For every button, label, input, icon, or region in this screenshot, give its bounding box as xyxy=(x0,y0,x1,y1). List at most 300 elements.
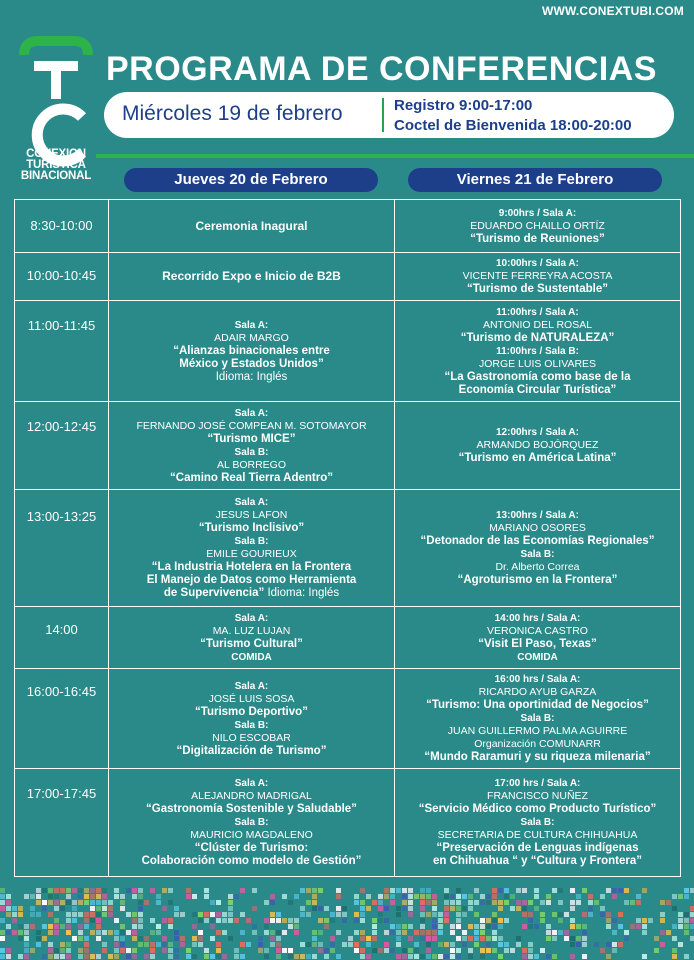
mosaic-pixel xyxy=(498,942,503,947)
mosaic-pixel xyxy=(420,930,425,935)
mosaic-pixel xyxy=(96,954,101,959)
mosaic-pixel xyxy=(480,954,485,959)
mosaic-pixel xyxy=(78,912,83,917)
mosaic-pixel xyxy=(102,888,107,893)
mosaic-pixel xyxy=(432,894,437,899)
mosaic-pixel xyxy=(402,948,407,953)
mosaic-pixel xyxy=(390,894,395,899)
mosaic-pixel xyxy=(78,924,83,929)
mosaic-pixel xyxy=(426,936,431,941)
mosaic-pixel xyxy=(570,900,575,905)
mosaic-pixel xyxy=(156,900,161,905)
mosaic-pixel xyxy=(432,924,437,929)
mosaic-pixel xyxy=(30,912,35,917)
mosaic-pixel xyxy=(456,936,461,941)
mosaic-pixel xyxy=(684,912,689,917)
mosaic-pixel xyxy=(618,888,623,893)
mosaic-pixel xyxy=(108,900,113,905)
mosaic-pixel xyxy=(270,900,275,905)
table-row xyxy=(15,402,681,490)
mosaic-pixel xyxy=(576,900,581,905)
mosaic-pixel xyxy=(228,900,233,905)
mosaic-pixel xyxy=(42,924,47,929)
mosaic-pixel xyxy=(192,894,197,899)
mosaic-pixel xyxy=(426,948,431,953)
mosaic-pixel xyxy=(258,936,263,941)
mosaic-pixel xyxy=(72,936,77,941)
mosaic-pixel xyxy=(324,954,329,959)
mosaic-pixel xyxy=(0,894,5,899)
mosaic-pixel xyxy=(30,894,35,899)
mosaic-pixel xyxy=(414,930,419,935)
mosaic-pixel xyxy=(102,948,107,953)
mosaic-pixel xyxy=(210,900,215,905)
mosaic-pixel xyxy=(84,948,89,953)
mosaic-pixel xyxy=(390,948,395,953)
mosaic-pixel xyxy=(216,930,221,935)
mosaic-pixel xyxy=(576,942,581,947)
mosaic-pixel xyxy=(288,900,293,905)
mosaic-pixel xyxy=(474,900,479,905)
mosaic-pixel xyxy=(246,942,251,947)
friday-cell: 11:00hrs / Sala A: ANTONIO DEL ROSAL “Turismo de NATURALEZA” 11:00hrs / Sala B: JORGE LUIS OLIVARES “La Gastronomía como base de la Economía Circular Turística” xyxy=(395,301,681,402)
mosaic-pixel xyxy=(408,888,413,893)
mosaic-pixel xyxy=(96,930,101,935)
mosaic-pixel xyxy=(408,894,413,899)
mosaic-pixel xyxy=(474,924,479,929)
mosaic-pixel xyxy=(492,888,497,893)
mosaic-pixel xyxy=(396,924,401,929)
mosaic-pixel xyxy=(516,942,521,947)
mosaic-pixel xyxy=(420,906,425,911)
mosaic-pixel xyxy=(576,936,581,941)
mosaic-pixel xyxy=(270,894,275,899)
mosaic-pixel xyxy=(456,912,461,917)
mosaic-pixel xyxy=(480,924,485,929)
mosaic-pixel xyxy=(360,918,365,923)
mosaic-pixel xyxy=(402,900,407,905)
mosaic-pixel xyxy=(90,888,95,893)
mosaic-pixel xyxy=(504,918,509,923)
mosaic-pixel xyxy=(6,906,11,911)
mosaic-pixel xyxy=(204,948,209,953)
mosaic-pixel xyxy=(636,894,641,899)
mosaic-pixel xyxy=(306,900,311,905)
mosaic-pixel xyxy=(84,954,89,959)
mosaic-pixel xyxy=(396,906,401,911)
mosaic-pixel xyxy=(126,912,131,917)
mosaic-pixel xyxy=(372,924,377,929)
mosaic-pixel xyxy=(114,936,119,941)
mosaic-pixel xyxy=(192,954,197,959)
mosaic-pixel xyxy=(126,930,131,935)
mosaic-pixel xyxy=(66,912,71,917)
mosaic-pixel xyxy=(480,936,485,941)
mosaic-pixel xyxy=(120,900,125,905)
mosaic-pixel xyxy=(30,924,35,929)
mosaic-pixel xyxy=(594,942,599,947)
mosaic-pixel xyxy=(366,894,371,899)
mosaic-pixel xyxy=(204,918,209,923)
mosaic-pixel xyxy=(84,924,89,929)
mosaic-pixel xyxy=(210,918,215,923)
mosaic-pixel xyxy=(360,948,365,953)
mosaic-pixel xyxy=(408,912,413,917)
mosaic-pixel xyxy=(606,888,611,893)
mosaic-pixel xyxy=(6,912,11,917)
mosaic-pixel xyxy=(108,954,113,959)
mosaic-pixel xyxy=(66,888,71,893)
mosaic-pixel xyxy=(648,918,653,923)
mosaic-pixel xyxy=(558,912,563,917)
wednesday-banner xyxy=(104,92,674,138)
mosaic-pixel xyxy=(408,948,413,953)
mosaic-pixel xyxy=(354,948,359,953)
mosaic-pixel xyxy=(132,912,137,917)
mosaic-pixel xyxy=(72,912,77,917)
mosaic-pixel xyxy=(552,912,557,917)
mosaic-pixel xyxy=(360,954,365,959)
mosaic-pixel xyxy=(522,888,527,893)
thursday-cell: Sala A: JESUS LAFON “Turismo Inclisivo” Sala B: EMILE GOURIEUX “La Industria Hotelera en la Frontera El Manejo de Datos como Herramienta de Supervivencia” Idioma: Inglés xyxy=(109,490,395,607)
mosaic-pixel xyxy=(336,912,341,917)
mosaic-pixel xyxy=(636,924,641,929)
mosaic-pixel xyxy=(24,954,29,959)
mosaic-pixel xyxy=(228,936,233,941)
mosaic-pixel xyxy=(678,942,683,947)
mosaic-pixel xyxy=(6,930,11,935)
mosaic-pixel xyxy=(678,924,683,929)
mosaic-pixel xyxy=(198,936,203,941)
mosaic-pixel xyxy=(198,930,203,935)
mosaic-pixel xyxy=(612,930,617,935)
mosaic-pixel xyxy=(204,954,209,959)
mosaic-pixel xyxy=(24,924,29,929)
mosaic-pixel xyxy=(168,924,173,929)
mosaic-pixel xyxy=(48,888,53,893)
mosaic-pixel xyxy=(678,912,683,917)
mosaic-pixel xyxy=(402,954,407,959)
mosaic-pixel xyxy=(690,888,694,893)
mosaic-pixel xyxy=(660,912,665,917)
mosaic-pixel xyxy=(366,942,371,947)
mosaic-pixel xyxy=(228,912,233,917)
mosaic-pixel xyxy=(60,888,65,893)
mosaic-pixel xyxy=(24,936,29,941)
mosaic-pixel xyxy=(18,912,23,917)
mosaic-pixel xyxy=(96,888,101,893)
mosaic-pixel xyxy=(492,900,497,905)
thursday-cell: Sala A: JOSÉ LUIS SOSA “Turismo Deportivo” Sala B: NILO ESCOBAR “Digitalización de Turismo” xyxy=(109,669,395,769)
mosaic-pixel xyxy=(330,936,335,941)
mosaic-pixel xyxy=(186,894,191,899)
mosaic-pixel xyxy=(264,954,269,959)
mosaic-pixel xyxy=(474,912,479,917)
mosaic-pixel xyxy=(252,924,257,929)
registration-hours: Registro 9:00-17:00 xyxy=(394,97,533,114)
mosaic-pixel xyxy=(432,906,437,911)
mosaic-pixel xyxy=(492,894,497,899)
mosaic-pixel xyxy=(78,888,83,893)
mosaic-pixel xyxy=(222,912,227,917)
mosaic-pixel xyxy=(84,900,89,905)
mosaic-pixel xyxy=(318,906,323,911)
mosaic-pixel xyxy=(294,954,299,959)
mosaic-pixel xyxy=(330,942,335,947)
mosaic-pixel xyxy=(588,906,593,911)
mosaic-pixel xyxy=(270,918,275,923)
mosaic-pixel xyxy=(36,894,41,899)
mosaic-pixel xyxy=(216,918,221,923)
mosaic-pixel xyxy=(384,930,389,935)
mosaic-pixel xyxy=(114,918,119,923)
mosaic-pixel xyxy=(426,930,431,935)
mosaic-pixel xyxy=(684,918,689,923)
mosaic-pixel xyxy=(18,954,23,959)
website-url[interactable]: WWW.CONEXTUBI.COM xyxy=(541,4,684,18)
mosaic-pixel xyxy=(426,894,431,899)
mosaic-pixel xyxy=(414,948,419,953)
mosaic-pixel xyxy=(384,918,389,923)
mosaic-pixel xyxy=(174,936,179,941)
mosaic-pixel xyxy=(264,930,269,935)
mosaic-pixel xyxy=(672,924,677,929)
mosaic-pixel xyxy=(162,942,167,947)
mosaic-pixel xyxy=(120,906,125,911)
mosaic-pixel xyxy=(582,936,587,941)
mosaic-pixel xyxy=(438,924,443,929)
mosaic-pixel xyxy=(642,918,647,923)
mosaic-pixel xyxy=(570,906,575,911)
mosaic-pixel xyxy=(78,930,83,935)
mosaic-pixel xyxy=(444,894,449,899)
mosaic-pixel xyxy=(66,930,71,935)
mosaic-pixel xyxy=(450,930,455,935)
mosaic-pixel xyxy=(624,900,629,905)
mosaic-pixel xyxy=(198,912,203,917)
mosaic-pixel xyxy=(426,954,431,959)
mosaic-pixel xyxy=(132,930,137,935)
time-cell: 13:00-13:25 xyxy=(15,490,109,607)
mosaic-pixel xyxy=(312,900,317,905)
mosaic-pixel xyxy=(306,912,311,917)
mosaic-pixel xyxy=(468,894,473,899)
mosaic-pixel xyxy=(138,924,143,929)
mosaic-pixel xyxy=(660,900,665,905)
friday-cell: 17:00 hrs / Sala A: FRANCISCO NUÑEZ “Servicio Médico como Producto Turístico” Sala B: SECRETARIA DE CULTURA CHIHUAHUA “Preservación de Lenguas indígenas en Chihuahua “ y “Cultura y Frontera” xyxy=(395,769,681,877)
mosaic-pixel xyxy=(642,954,647,959)
mosaic-pixel xyxy=(54,930,59,935)
mosaic-pixel xyxy=(408,900,413,905)
mosaic-pixel xyxy=(192,912,197,917)
thursday-cell: Sala A: MA. LUZ LUJAN “Turismo Cultural” COMIDA xyxy=(109,607,395,669)
mosaic-pixel xyxy=(396,936,401,941)
mosaic-pixel xyxy=(216,942,221,947)
mosaic-pixel xyxy=(528,924,533,929)
mosaic-pixel xyxy=(378,894,383,899)
mosaic-pixel xyxy=(432,930,437,935)
mosaic-pixel xyxy=(438,918,443,923)
mosaic-pixel xyxy=(486,948,491,953)
mosaic-pixel xyxy=(30,948,35,953)
mosaic-pixel xyxy=(690,924,694,929)
mosaic-pixel xyxy=(570,954,575,959)
mosaic-pixel xyxy=(312,888,317,893)
mosaic-pixel xyxy=(354,900,359,905)
mosaic-pixel xyxy=(156,894,161,899)
logo-caption: CONEXION TURISTICA BINACIONAL xyxy=(20,148,92,182)
mosaic-pixel xyxy=(456,906,461,911)
mosaic-pixel xyxy=(642,924,647,929)
mosaic-pixel xyxy=(462,906,467,911)
mosaic-pixel xyxy=(126,888,131,893)
mosaic-pixel xyxy=(66,942,71,947)
mosaic-pixel xyxy=(450,954,455,959)
mosaic-pixel xyxy=(66,894,71,899)
mosaic-pixel xyxy=(114,942,119,947)
mosaic-pixel xyxy=(672,954,677,959)
mosaic-pixel xyxy=(480,930,485,935)
mosaic-pixel xyxy=(180,942,185,947)
mosaic-pixel xyxy=(474,888,479,893)
mosaic-pixel xyxy=(234,948,239,953)
mosaic-pixel xyxy=(0,930,5,935)
mosaic-pixel xyxy=(684,888,689,893)
mosaic-pixel xyxy=(96,912,101,917)
mosaic-pixel xyxy=(360,912,365,917)
mosaic-pixel xyxy=(372,918,377,923)
table-row xyxy=(15,769,681,877)
mosaic-pixel xyxy=(612,942,617,947)
mosaic-pixel xyxy=(264,948,269,953)
mosaic-pixel xyxy=(474,942,479,947)
mosaic-pixel xyxy=(78,936,83,941)
mosaic-pixel xyxy=(42,888,47,893)
mosaic-pixel xyxy=(588,900,593,905)
mosaic-pixel xyxy=(102,906,107,911)
mosaic-pixel xyxy=(150,888,155,893)
mosaic-pixel xyxy=(426,900,431,905)
mosaic-pixel xyxy=(0,936,5,941)
mosaic-pixel xyxy=(582,924,587,929)
mosaic-pixel xyxy=(552,930,557,935)
mosaic-pixel xyxy=(300,888,305,893)
mosaic-pixel xyxy=(312,906,317,911)
mosaic-pixel xyxy=(456,894,461,899)
mosaic-pixel xyxy=(462,936,467,941)
mosaic-pixel xyxy=(42,906,47,911)
mosaic-pixel xyxy=(432,918,437,923)
mosaic-pixel xyxy=(540,918,545,923)
mosaic-pixel xyxy=(90,912,95,917)
mosaic-pixel xyxy=(90,954,95,959)
mosaic-pixel xyxy=(558,900,563,905)
mosaic-pixel xyxy=(528,912,533,917)
mosaic-pixel xyxy=(684,930,689,935)
mosaic-pixel xyxy=(84,936,89,941)
wednesday-schedule xyxy=(394,96,632,136)
mosaic-pixel xyxy=(324,918,329,923)
mosaic-pixel xyxy=(570,936,575,941)
mosaic-pixel xyxy=(24,894,29,899)
mosaic-pixel xyxy=(0,954,5,959)
mosaic-pixel xyxy=(492,930,497,935)
friday-cell: 9:00hrs / Sala A: EDUARDO CHAILLO ORTÍZ “Turismo de Reuniones” xyxy=(395,200,681,253)
mosaic-pixel xyxy=(624,930,629,935)
mosaic-pixel xyxy=(492,918,497,923)
mosaic-pixel xyxy=(492,912,497,917)
mosaic-pixel xyxy=(276,912,281,917)
mosaic-pixel xyxy=(72,906,77,911)
mosaic-pixel xyxy=(294,924,299,929)
mosaic-pixel xyxy=(444,888,449,893)
mosaic-pixel xyxy=(330,948,335,953)
mosaic-pixel xyxy=(36,888,41,893)
mosaic-pixel xyxy=(342,942,347,947)
mosaic-pixel xyxy=(54,888,59,893)
mosaic-pixel xyxy=(162,888,167,893)
mosaic-pixel xyxy=(234,954,239,959)
mosaic-pixel xyxy=(438,942,443,947)
mosaic-pixel xyxy=(534,954,539,959)
mosaic-pixel xyxy=(498,936,503,941)
mosaic-pixel xyxy=(558,930,563,935)
mosaic-pixel xyxy=(168,918,173,923)
mosaic-pixel xyxy=(384,888,389,893)
mosaic-pixel xyxy=(342,906,347,911)
table-row xyxy=(15,490,681,607)
mosaic-pixel xyxy=(672,948,677,953)
mosaic-pixel xyxy=(18,936,23,941)
mosaic-pixel xyxy=(492,936,497,941)
mosaic-pixel xyxy=(222,954,227,959)
pixel-pattern-decoration xyxy=(0,888,694,960)
mosaic-pixel xyxy=(390,924,395,929)
mosaic-pixel xyxy=(360,888,365,893)
mosaic-pixel xyxy=(300,912,305,917)
mosaic-pixel xyxy=(318,888,323,893)
mosaic-pixel xyxy=(150,954,155,959)
mosaic-pixel xyxy=(564,930,569,935)
mosaic-pixel xyxy=(174,930,179,935)
mosaic-pixel xyxy=(300,906,305,911)
mosaic-pixel xyxy=(120,930,125,935)
mosaic-pixel xyxy=(114,894,119,899)
mosaic-pixel xyxy=(678,918,683,923)
mosaic-pixel xyxy=(378,918,383,923)
mosaic-pixel xyxy=(438,912,443,917)
mosaic-pixel xyxy=(192,936,197,941)
mosaic-pixel xyxy=(270,912,275,917)
mosaic-pixel xyxy=(324,906,329,911)
mosaic-pixel xyxy=(630,924,635,929)
mosaic-pixel xyxy=(42,936,47,941)
mosaic-pixel xyxy=(690,936,694,941)
mosaic-pixel xyxy=(414,954,419,959)
mosaic-pixel xyxy=(6,948,11,953)
mosaic-pixel xyxy=(420,894,425,899)
mosaic-pixel xyxy=(354,918,359,923)
mosaic-pixel xyxy=(672,936,677,941)
mosaic-pixel xyxy=(318,930,323,935)
mosaic-pixel xyxy=(324,924,329,929)
mosaic-pixel xyxy=(276,930,281,935)
mosaic-pixel xyxy=(516,900,521,905)
mosaic-pixel xyxy=(378,948,383,953)
mosaic-pixel xyxy=(174,948,179,953)
mosaic-pixel xyxy=(690,912,694,917)
mosaic-pixel xyxy=(120,924,125,929)
